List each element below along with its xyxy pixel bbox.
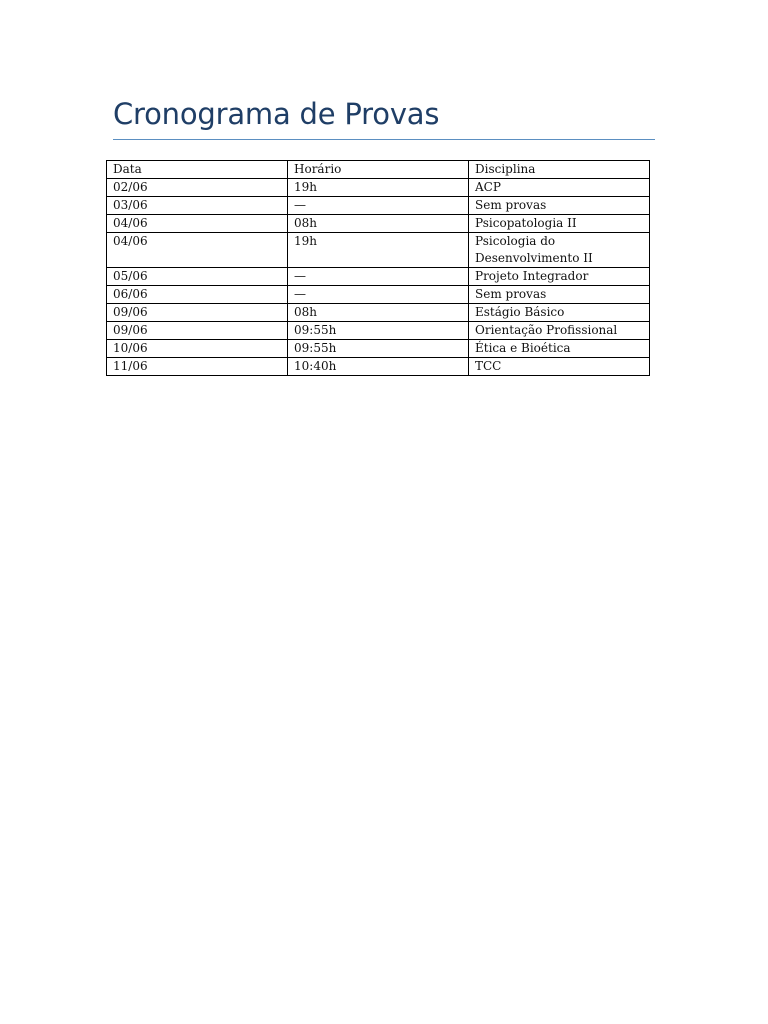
cell-subject: Sem provas: [469, 197, 650, 215]
page-title: Cronograma de Provas: [113, 97, 440, 131]
table-row: [107, 340, 650, 358]
cell-subject: ACP: [469, 179, 650, 197]
header-date: Data: [107, 161, 288, 179]
cell-time: —: [288, 268, 469, 286]
table-row: [107, 215, 650, 233]
cell-time: —: [288, 197, 469, 215]
cell-subject: Projeto Integrador: [469, 268, 650, 286]
cell-subject: Ética e Bioética: [469, 340, 650, 358]
cell-date: 09/06: [107, 322, 288, 340]
title-divider: [113, 139, 655, 140]
cell-time: 08h: [288, 215, 469, 233]
cell-date: 03/06: [107, 197, 288, 215]
cell-date: 05/06: [107, 268, 288, 286]
cell-subject: TCC: [469, 358, 650, 376]
cell-date: 02/06: [107, 179, 288, 197]
cell-time: 09:55h: [288, 340, 469, 358]
cell-time: 19h: [288, 179, 469, 197]
cell-subject: Psicologia do Desenvolvimento II: [469, 233, 650, 268]
cell-date: 11/06: [107, 358, 288, 376]
table-row: [107, 197, 650, 215]
cell-subject: Orientação Profissional: [469, 322, 650, 340]
cell-date: 10/06: [107, 340, 288, 358]
table-row: [107, 286, 650, 304]
table-header-row: [107, 161, 650, 179]
cell-date: 06/06: [107, 286, 288, 304]
cell-date: 04/06: [107, 215, 288, 233]
cell-subject: Estágio Básico: [469, 304, 650, 322]
cell-subject: Sem provas: [469, 286, 650, 304]
table-row: [107, 322, 650, 340]
cell-time: 08h: [288, 304, 469, 322]
table-row: [107, 268, 650, 286]
header-subject: Disciplina: [469, 161, 650, 179]
table-row: [107, 304, 650, 322]
table-row: [107, 358, 650, 376]
cell-time: 09:55h: [288, 322, 469, 340]
cell-time: 19h: [288, 233, 469, 268]
cell-subject: Psicopatologia II: [469, 215, 650, 233]
cell-time: 10:40h: [288, 358, 469, 376]
header-time: Horário: [288, 161, 469, 179]
table-row: [107, 179, 650, 197]
exam-schedule-table: [106, 160, 650, 376]
cell-date: 09/06: [107, 304, 288, 322]
table-row: [107, 233, 650, 268]
cell-time: —: [288, 286, 469, 304]
cell-date: 04/06: [107, 233, 288, 268]
